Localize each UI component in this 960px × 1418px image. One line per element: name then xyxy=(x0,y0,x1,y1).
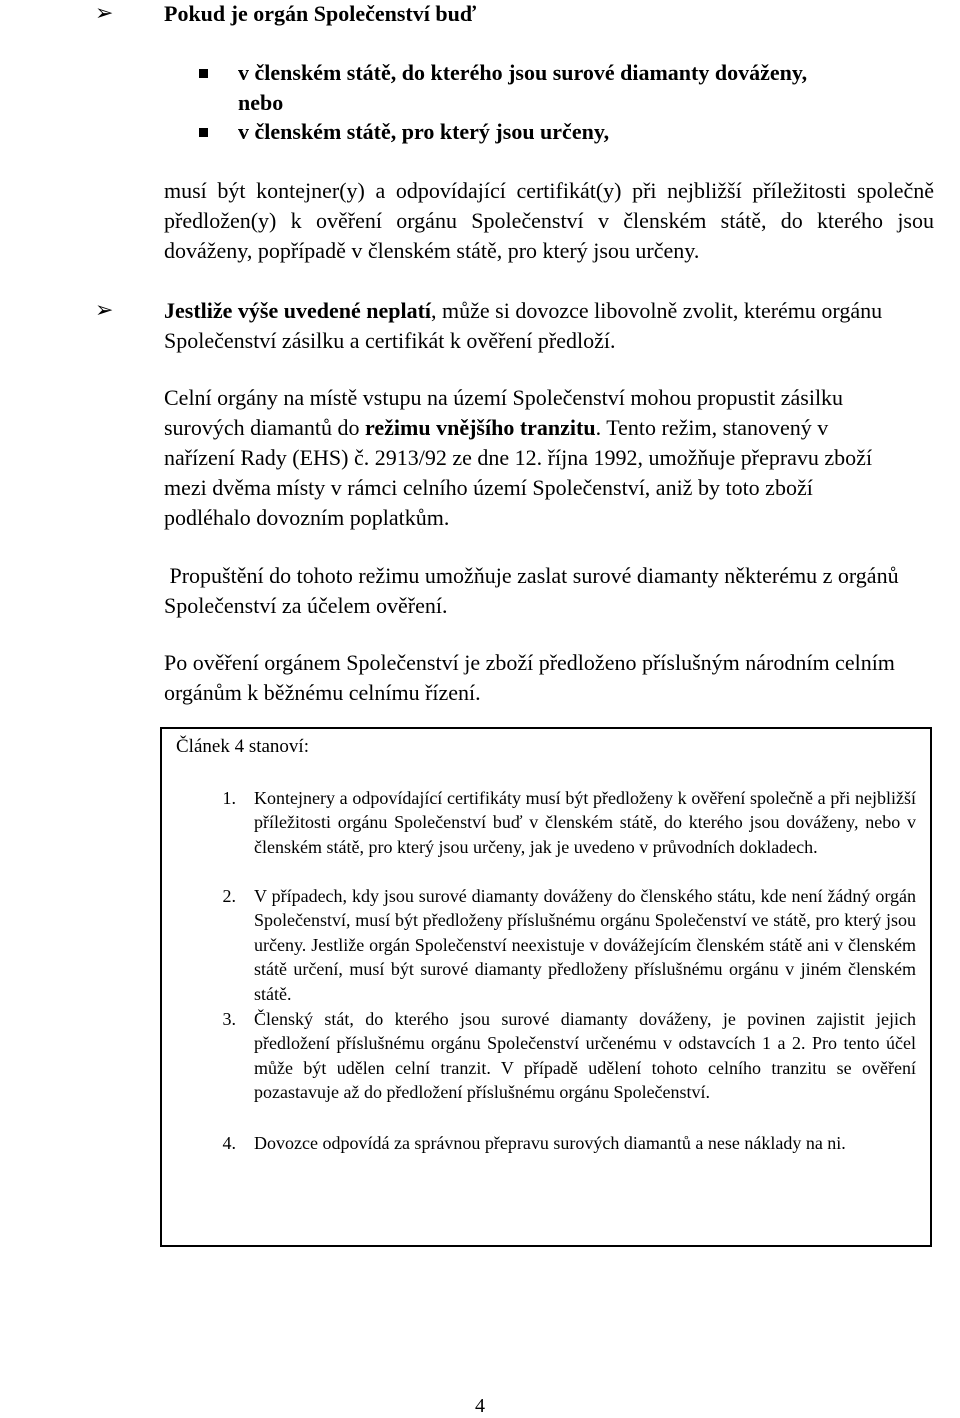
list-item-text: Členský stát, do kterého jsou surové diamanty dováženy, je povinen zajistit jejich předložení příslušnému orgánu Společenství určenému v odstavcích 1 a 2. Pro tento účel může být udělen celní tranzit. V případě udělení tohoto celního tranzitu se ověření pozastavuje až do předložení příslušnému orgánu Společenství. xyxy=(254,1009,916,1103)
list-item-number: 3. xyxy=(222,1009,236,1029)
intro-item-1: v členském státě, do kterého jsou surové diamanty dováženy, nebo xyxy=(238,60,808,115)
customs-bold: režimu vnějšího tranzitu xyxy=(365,415,596,440)
intro-heading: Pokud je orgán Společenství buď xyxy=(164,1,476,26)
arrow-bullet-icon: ➢ xyxy=(95,298,114,323)
list-item-text: Dovozce odpovídá za správnou přepravu surových diamantů a nese náklady na ni. xyxy=(254,1133,846,1153)
after-paragraph: Po ověření orgánem Společenství je zboží předloženo příslušným národním celním orgánům k běžnému celnímu řízení. xyxy=(164,650,895,705)
customs-paragraph xyxy=(164,383,904,533)
square-bullet-icon xyxy=(199,69,208,78)
second-rest: , může si dovozce libovolně zvolit, kterému orgánu Společenství zásilku a certifikát k ověření předloží. xyxy=(164,298,883,353)
square-bullet-icon xyxy=(199,128,208,137)
customs-part2: . Tento režim, stanovený v nařízení Rady (EHS) č. 2913/92 ze dne 12. října 1992, umožňuje přepravu zboží mezi dvěma místy v rámci celního území Společenství, aniž by toto zboží podléhalo dovozním poplatkům. xyxy=(164,415,873,530)
list-item-number: 1. xyxy=(222,788,236,808)
release-paragraph: Propuštění do tohoto režimu umožňuje zaslat surové diamanty některému z orgánů Společenství za účelem ověření. xyxy=(164,563,905,618)
article-title: Článek 4 stanoví: xyxy=(176,736,309,757)
intro-paragraph: musí být kontejner(y) a odpovídající certifikát(y) při nejbližší příležitosti společně předložen(y) k ověření orgánu Společenství v členském státě, do kterého jsou dováženy, popřípadě v členském státě, pro který jsou určeny. xyxy=(164,178,934,263)
page-number: 4 xyxy=(475,1395,485,1417)
arrow-bullet-icon: ➢ xyxy=(95,1,114,26)
list-item-text: Kontejnery a odpovídající certifikáty musí být předloženy k ověření společně a při nejbližší příležitosti orgánu Společenství buď v členském státě, do kterého jsou dováženy, nebo v členském státě, pro který jsou určeny, jak je uvedeno v průvodních dokladech. xyxy=(254,788,916,857)
list-item-text: V případech, kdy jsou surové diamanty dováženy do členského státu, kde není žádný orgán Společenství, musí být předloženy příslušnému orgánu Společenství ve státě, pro který jsou určeny. Jestliže orgán Společenství neexistuje v dovážejícím členském státě ani v členském státě určení, musí být surové diamanty předloženy příslušnému orgánu v jiném členském státě. xyxy=(254,886,916,1004)
list-item-number: 2. xyxy=(222,886,236,906)
second-paragraph xyxy=(164,296,934,356)
list-item-number: 4. xyxy=(222,1133,236,1153)
second-bold: Jestliže výše uvedené neplatí xyxy=(164,298,432,323)
customs-part1: Celní orgány na místě vstupu na území Společenství mohou propustit zásilku surových diamantů do xyxy=(164,385,844,440)
intro-item-2: v členském státě, pro který jsou určeny, xyxy=(238,119,610,144)
